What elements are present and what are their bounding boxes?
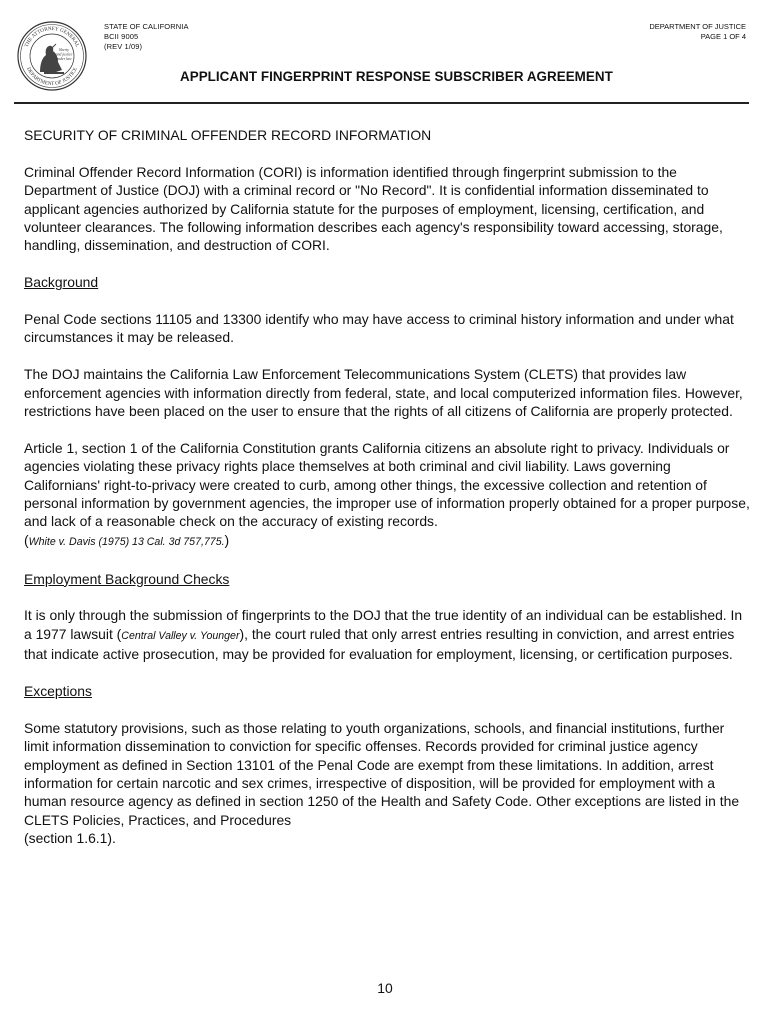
exceptions-paragraph	[24, 719, 750, 848]
revision-label: (REV 1/09)	[104, 42, 143, 51]
page-label: PAGE 1 OF 4	[700, 32, 746, 41]
cite-open-paren: (	[24, 531, 29, 548]
header-divider	[14, 102, 749, 104]
background-paragraph-3-text: Article 1, section 1 of the California Constitution grants California citizens an absolute right to privacy. Individuals or agencies violating these privacy rights place themselves at both criminal and civil liability. Laws governing Californians' right-to-privacy were created to curb, among other things, the excessive collection and retention of personal information by government agencies, the improper use of information properly obtained for a proper purpose, and lack of a reasonable check on the accuracy of existing records.	[24, 439, 750, 530]
document-body	[24, 126, 750, 866]
white-v-davis-citation: White v. Davis (1975) 13 Cal. 3d 757,775.	[28, 535, 225, 548]
seal-bottom-text: DEPARTMENT OF JUSTICE	[25, 66, 79, 88]
employment-heading: Employment Background Checks	[24, 570, 230, 587]
exceptions-heading: Exceptions	[24, 683, 92, 700]
department-label: DEPARTMENT OF JUSTICE	[649, 22, 746, 31]
state-label: STATE OF CALIFORNIA	[104, 22, 189, 31]
exceptions-text: Some statutory provisions, such as those relating to youth organizations, schools, and financial institutions, further limit information dissemination to conviction for specific offenses. Records provided for criminal justice agency employment as defined in Section 13101 of the Penal Code are exempt from these limitations. In addition, arrest information for certain narcotic and sex crimes, irrespective of disposition, will be provided for employment with a human resource agency as defined in section 1250 of the Health and Safety Code. Other exceptions are listed in the CLETS Policies, Practices, and Procedures	[24, 719, 740, 828]
employment-paragraph	[24, 606, 750, 663]
header-right-block	[649, 22, 746, 42]
employment-text-before: It is only through the submission of fingerprints to the DOJ that the true identity of an individual can be established. In a 1977 lawsuit (	[24, 607, 743, 642]
cite-close-paren: )	[224, 531, 230, 548]
background-paragraph-1: Penal Code sections 11105 and 13300 identify who may have access to criminal history information and under what circumstances it may be released.	[24, 311, 734, 346]
form-title: APPLICANT FINGERPRINT RESPONSE SUBSCRIBER AGREEMENT	[180, 69, 613, 84]
page-number: 10	[377, 980, 393, 996]
seal-top-text: THE ATTORNEY GENERAL	[23, 25, 81, 49]
header-left-block	[104, 22, 189, 52]
exceptions-section-ref: (section 1.6.1).	[24, 830, 116, 847]
california-doj-seal-icon	[16, 20, 88, 92]
seal-motto-line-1: liberty	[59, 48, 69, 52]
form-number: BCII 9005	[104, 32, 139, 41]
background-paragraph-3	[24, 439, 750, 551]
intro-paragraph: Criminal Offender Record Information (CORI) is information identified through fingerprint submission to the Department of Justice (DOJ) with a criminal record or "No Record". It is confidential information disseminated to applicant agencies authorized by California statute for the purposes of employment, licensing, certification, and volunteer clearances. The following information describes each agency's responsibility toward accessing, storage, handling, dissemination, and destruction of CORI.	[24, 163, 723, 254]
section-title: SECURITY OF CRIMINAL OFFENDER RECORD INFORMATION	[24, 127, 432, 143]
central-valley-citation: Central Valley v. Younger	[121, 629, 240, 642]
employment-text-after: ), the court ruled that only arrest entries resulting in conviction, and arrest entries that indicate active prosecution, may be provided for evaluation for employment, licensing, or certification purposes.	[24, 625, 735, 663]
background-heading: Background	[24, 274, 99, 291]
seal-motto-line-3: under law	[56, 57, 72, 61]
seal-motto-line-2: and justice	[55, 52, 73, 57]
background-paragraph-2: The DOJ maintains the California Law Enforcement Telecommunications System (CLETS) that provides law enforcement agencies with information directly from federal, state, and local computerized information files. However, restrictions have been placed on the user to ensure that the rights of all citizens of California are properly protected.	[24, 366, 743, 420]
